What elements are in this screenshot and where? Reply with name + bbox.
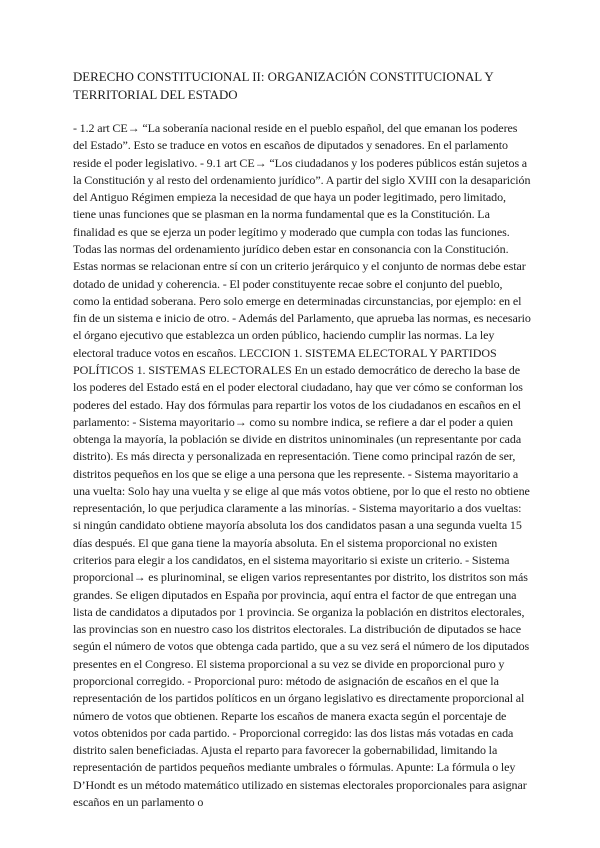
document-body: - 1.2 art CE→ “La soberanía nacional reside en el pueblo español, del que emanan los poderes del Estado”. Esto se traduce en votos en escaños de diputados y senadores. En el parlamento reside el poder legislativo. - 9.1 art CE→ “Los ciudadanos y los poderes públicos están sujetos a la Constitución y al resto del ordenamiento jurídico”. A partir del siglo XVIII con la desaparición del Antiguo Régimen empieza la necesidad de que haya un poder legitimado, pero limitado, tiene unas funciones que se plasman en la norma fundamental que es la Constitución. La finalidad es que se ejerza un poder legítimo y moderado que cumpla con todas las funciones. Todas las normas del ordenamiento jurídico deben estar en consonancia con la Constitución. Estas normas se relacionan entre sí con un criterio jerárquico y el conjunto de normas debe estar dotado de unidad y coherencia. - El poder constituyente recae sobre el conjunto del pueblo, como la entidad soberana. Pero solo emerge en determinadas circunstancias, por ejemplo: en el fin de un sistema e inicio de otro. - Además del Parlamento, que aprueba las normas, es necesario el órgano ejecutivo que establezca un orden público, haciendo cumplir las normas. La ley electoral traduce votos en escaños. LECCION 1. SISTEMA ELECTORAL Y PARTIDOS POLÍTICOS 1. SISTEMAS ELECTORALES En un estado democrático de derecho la base de los poderes del Estado está en el poder electoral ciudadano, hay que ver cómo se conforman los poderes del estado. Hay dos fórmulas para repartir los votos de los ciudadanos en escaños en el parlamento: - Sistema mayoritario→ como su nombre indica, se refiere a dar el poder a quien obtenga la mayoría, la población se divide en distritos uninominales (un representante por cada distrito). Es más directa y personalizada en representación. Tiene como principal razón de ser, distritos pequeños en los que se elige a una persona que les represente. - Sistema mayoritario a una vuelta: Solo hay una vuelta y se elige al que más votos obtiene, por lo que el resto no obtiene representación, lo que perjudica claramente a las minorías. - Sistema mayoritario a dos vueltas: si ningún candidato obtiene mayoría absoluta los dos candidatos pasan a una segunda vuelta 15 días después. El que gana tiene la mayoría absoluta. En el sistema proporcional no existen criterios para elegir a los candidatos, en el sistema mayoritario si existe un criterio. - Sistema proporcional→ es plurinominal, se eligen varios representantes por distrito, los distritos son más grandes. Se eligen diputados en España por provincia, aquí entra el factor de que entregan una lista de candidatos a diputados por 1 provincia. Se organiza la población en distritos electorales, las provincias son en nuestro caso los distritos electorales. La distribución de diputados se hace según el número de votos que obtenga cada partido, que a su vez será el número de los diputados presentes en el Congreso. El sistema proporcional a su vez se divide en proporcional puro y proporcional corregido. - Proporcional puro: método de asignación de escaños en el que la representación de los partidos políticos en un órgano legislativo es directamente proporcional al número de votos que obtienen. Reparte los escaños de manera exacta según el porcentaje de votos obtenidos por cada partido. - Proporcional corregido: las dos listas más votadas en cada distrito salen beneficiadas. Ajusta el reparto para favorecer la gobernabilidad, limitando la representación de partidos pequeños mediante umbrales o fórmulas. Apunte: La fórmula o ley D’Hondt es un método matemático utilizado en sistemas electorales proporcionales para asignar escaños en un parlamento o — [73, 121, 531, 809]
document-title: DERECHO CONSTITUCIONAL II: ORGANIZACIÓN CONSTITUCIONAL Y TERRITORIAL DEL ESTADO — [73, 70, 494, 102]
